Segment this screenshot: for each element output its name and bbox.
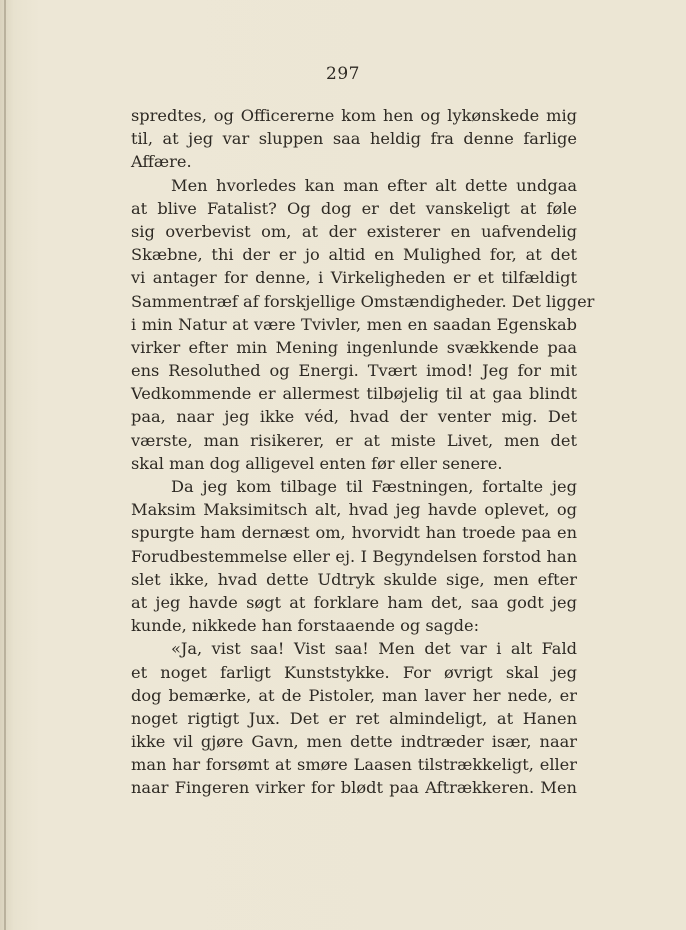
page-spine-edge xyxy=(4,0,6,930)
text-line: Da jeg kom tilbage til Fæstningen, fortalte jeg xyxy=(171,477,577,496)
text-line: man har forsømt at smøre Laasen tilstrækkeligt, eller xyxy=(131,755,577,775)
text-line: værste, man risikerer, er at miste Livet, men det xyxy=(131,430,577,450)
text-line: noget rigtigt Jux. Det er ret almindeligt, at Hanen xyxy=(131,708,577,728)
text-line: et noget farligt Kunststykke. For øvrigt skal jeg xyxy=(131,662,577,682)
text-line: ikke vil gjøre Gavn, men dette indtræder især, naar xyxy=(131,732,577,752)
text-line: dog bemærke, at de Pistoler, man laver her nede, er xyxy=(131,685,577,705)
text-line: spredtes, og Officererne kom hen og lykønskede mig xyxy=(131,106,577,125)
text-line: Affære. xyxy=(131,152,192,172)
text-line: Maksim Maksimitsch alt, hvad jeg havde oplevet, og xyxy=(131,500,577,520)
text-line: at jeg havde søgt at forklare ham det, saa godt jeg xyxy=(131,592,577,612)
text-line: Skæbne, thi der er jo altid en Mulighed for, at det xyxy=(131,245,577,265)
page-number: 297 xyxy=(326,64,360,84)
text-line: Vedkommende er allermest tilbøjelig til at gaa blindt xyxy=(131,384,577,404)
text-line: slet ikke, hvad dette Udtryk skulde sige, men efter xyxy=(131,569,577,589)
text-line: at blive Fatalist? Og dog er det vanskeligt at føle xyxy=(131,198,577,218)
text-line: vi antager for denne, i Virkeligheden er et tilfældigt xyxy=(131,268,577,288)
text-line: sig overbevist om, at der existerer en uafvendelig xyxy=(131,221,577,241)
body-text xyxy=(131,104,595,800)
text-line: skal man dog alligevel enten før eller senere. xyxy=(131,453,503,473)
text-line: Forudbestemmelse eller ej. I Begyndelsen forstod han xyxy=(131,546,577,566)
text-line: kunde, nikkede han forstaaende og sagde: xyxy=(131,616,480,636)
text-line: naar Fingeren virker for blødt paa Aftrækkeren. Men xyxy=(131,778,577,798)
text-line: paa, naar jeg ikke véd, hvad der venter mig. Det xyxy=(131,407,577,427)
text-line: spurgte ham dernæst om, hvorvidt han troede paa en xyxy=(131,523,577,543)
text-line: til, at jeg var sluppen saa heldig fra denne farlige xyxy=(131,129,577,149)
text-line: Sammentræf af forskjellige Omstændigheder. Det ligger xyxy=(131,291,595,311)
text-line: virker efter min Mening ingenlunde svækkende paa xyxy=(131,337,577,357)
text-line: i min Natur at være Tvivler, men en saadan Egenskab xyxy=(131,314,577,334)
text-line: Men hvorledes kan man efter alt dette undgaa xyxy=(171,175,577,195)
text-line: ens Resoluthed og Energi. Tvært imod! Jeg for mit xyxy=(131,361,577,381)
text-line: «Ja, vist saa! Vist saa! Men det var i alt Fald xyxy=(171,639,577,659)
